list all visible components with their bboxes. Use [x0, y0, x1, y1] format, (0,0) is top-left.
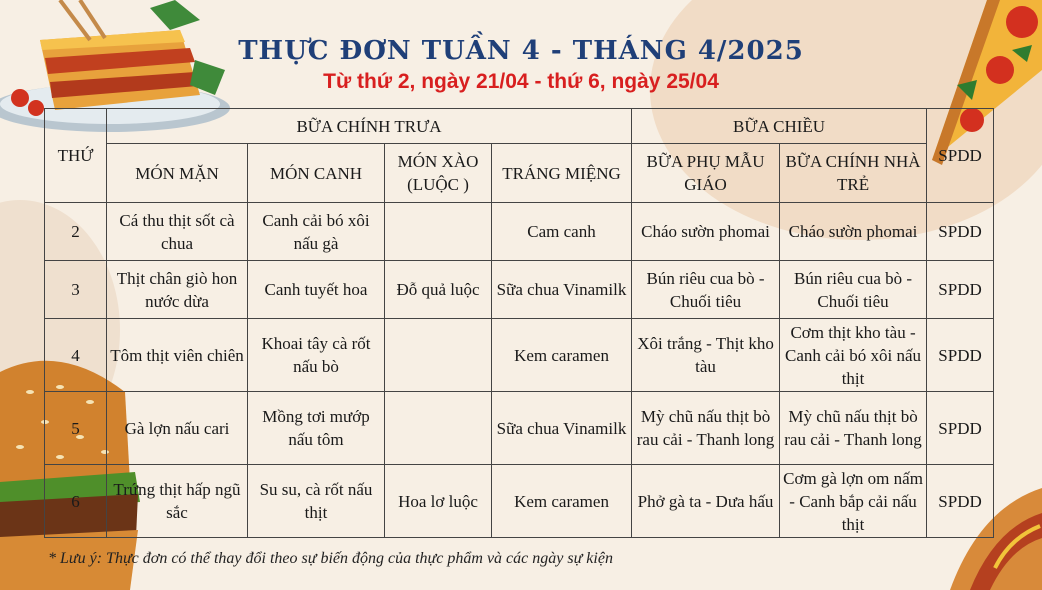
cell-mon-man: Tôm thịt viên chiên: [107, 319, 248, 392]
cell-mon-man: Thịt chân giò hon nước dừa: [107, 261, 248, 319]
cell-bua-chinh: Cơm thịt kho tàu - Canh cải bó xôi nấu thịt: [780, 319, 927, 392]
header-row-groups: [45, 109, 994, 144]
cell-bua-phu: Cháo sườn phomai: [632, 203, 780, 261]
header-afternoon-group: BỮA CHIỀU: [632, 109, 927, 144]
header-row-columns: [45, 144, 994, 203]
cell-spdd: SPDD: [927, 203, 994, 261]
header-lunch-group: BỮA CHÍNH TRƯA: [107, 109, 632, 144]
table-row: [45, 465, 994, 538]
cell-bua-chinh: Bún riêu cua bò - Chuối tiêu: [780, 261, 927, 319]
cell-thu: 5: [45, 392, 107, 465]
cell-thu: 2: [45, 203, 107, 261]
table-row: [45, 203, 994, 261]
cell-mon-man: Cá thu thịt sốt cà chua: [107, 203, 248, 261]
cell-mon-man: Gà lợn nấu cari: [107, 392, 248, 465]
table-row: [45, 261, 994, 319]
cell-bua-phu: Bún riêu cua bò - Chuối tiêu: [632, 261, 780, 319]
cell-spdd: SPDD: [927, 392, 994, 465]
header-trang-mieng: TRÁNG MIỆNG: [492, 144, 632, 203]
cell-mon-xao: Hoa lơ luộc: [385, 465, 492, 538]
menu-table: [44, 108, 994, 538]
cell-spdd: SPDD: [927, 465, 994, 538]
header-mon-xao: MÓN XÀO (LUỘC ): [385, 144, 492, 203]
cell-mon-xao: [385, 319, 492, 392]
header-mon-man: MÓN MẶN: [107, 144, 248, 203]
cell-mon-canh: Mồng tơi mướp nấu tôm: [248, 392, 385, 465]
cell-bua-phu: Phở gà ta - Dưa hấu: [632, 465, 780, 538]
cell-trang-mieng: Sữa chua Vinamilk: [492, 261, 632, 319]
page-subtitle: Từ thứ 2, ngày 21/04 - thứ 6, ngày 25/04: [323, 70, 719, 93]
cell-trang-mieng: Cam canh: [492, 203, 632, 261]
table-row: [45, 319, 994, 392]
cell-spdd: SPDD: [927, 319, 994, 392]
footnote: * Lưu ý: Thực đơn có thể thay đổi theo sự biến động của thực phẩm và các ngày sự kiện: [48, 550, 613, 567]
cell-bua-chinh: Cháo sườn phomai: [780, 203, 927, 261]
cell-thu: 3: [45, 261, 107, 319]
header-mon-canh: MÓN CANH: [248, 144, 385, 203]
cell-mon-canh: Su su, cà rốt nấu thịt: [248, 465, 385, 538]
cell-mon-canh: Canh cải bó xôi nấu gà: [248, 203, 385, 261]
header-bua-chinh-nha-tre: BỮA CHÍNH NHÀ TRẺ: [780, 144, 927, 203]
cell-trang-mieng: Sữa chua Vinamilk: [492, 392, 632, 465]
cell-trang-mieng: Kem caramen: [492, 319, 632, 392]
cell-thu: 4: [45, 319, 107, 392]
cell-thu: 6: [45, 465, 107, 538]
cell-mon-man: Trứng thịt hấp ngũ sắc: [107, 465, 248, 538]
table-row: [45, 392, 994, 465]
header-thu: THỨ: [45, 109, 107, 203]
cell-mon-canh: Khoai tây cà rốt nấu bò: [248, 319, 385, 392]
cell-trang-mieng: Kem caramen: [492, 465, 632, 538]
page-title: THỰC ĐƠN TUẦN 4 - THÁNG 4/2025: [238, 36, 804, 66]
cell-mon-xao: [385, 392, 492, 465]
cell-mon-canh: Canh tuyết hoa: [248, 261, 385, 319]
cell-bua-chinh: Mỳ chũ nấu thịt bò rau cải - Thanh long: [780, 392, 927, 465]
cell-mon-xao: Đỗ quả luộc: [385, 261, 492, 319]
cell-bua-phu: Xôi trắng - Thịt kho tàu: [632, 319, 780, 392]
cell-spdd: SPDD: [927, 261, 994, 319]
header-bua-phu: BỮA PHỤ MẪU GIÁO: [632, 144, 780, 203]
cell-bua-phu: Mỳ chũ nấu thịt bò rau cải - Thanh long: [632, 392, 780, 465]
cell-mon-xao: [385, 203, 492, 261]
cell-bua-chinh: Cơm gà lợn om nấm - Canh bắp cải nấu thịt: [780, 465, 927, 538]
header-spdd: SPDD: [927, 109, 994, 203]
